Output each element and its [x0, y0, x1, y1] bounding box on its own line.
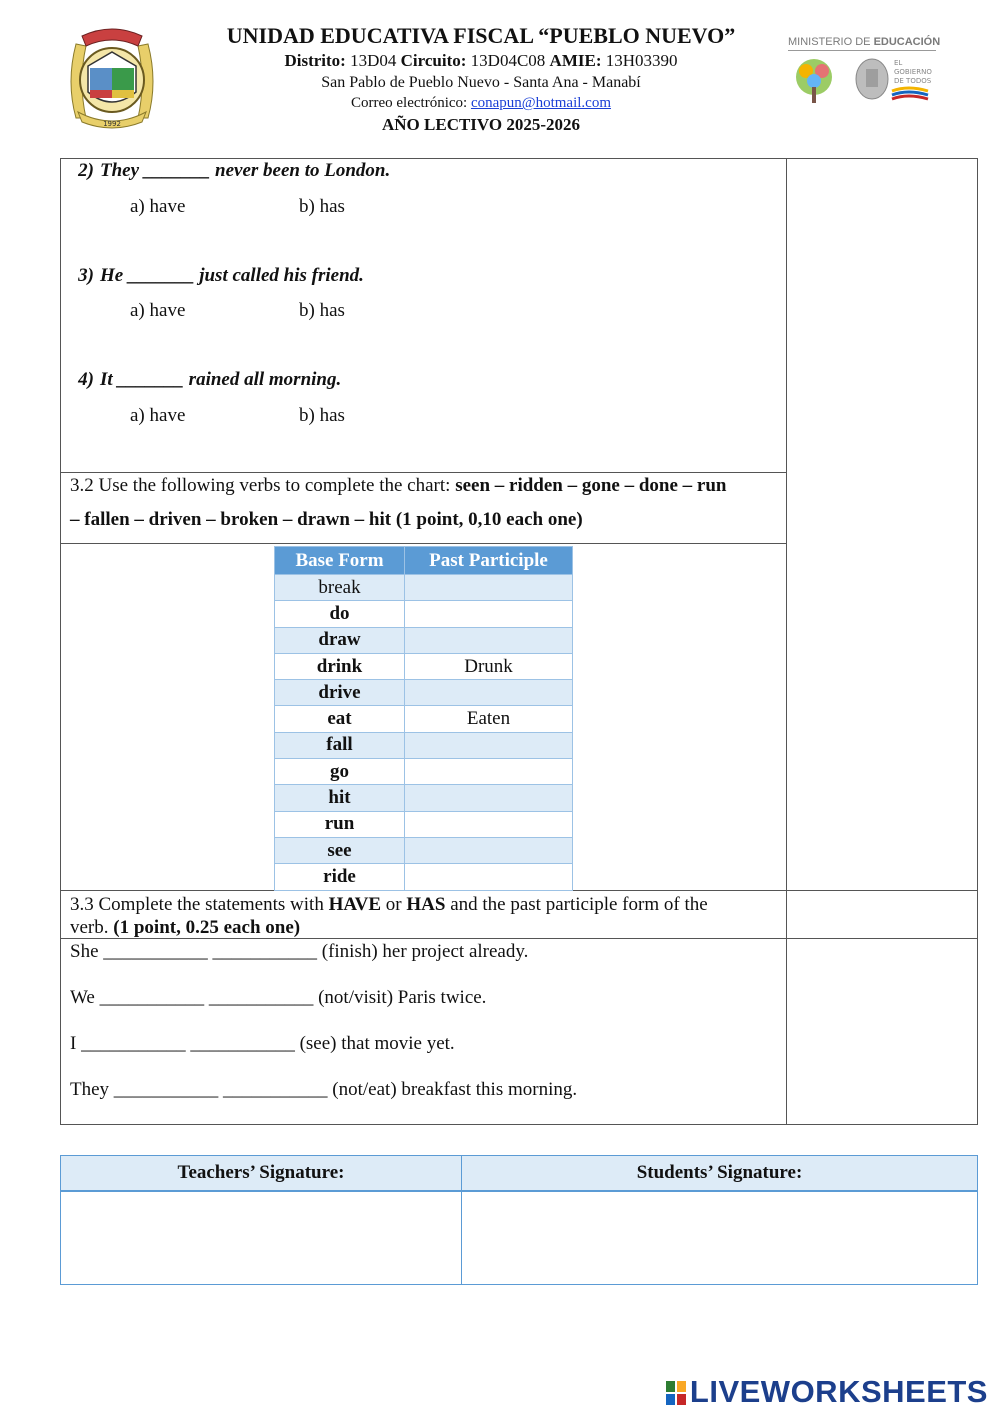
statement-line[interactable]: We ___________ ___________ (not/visit) Paris twice. [70, 987, 487, 1008]
liveworksheets-icon [666, 1381, 686, 1405]
base-form-cell: draw [275, 627, 405, 653]
base-form-cell: drink [275, 653, 405, 679]
past-participle-cell[interactable] [405, 864, 573, 890]
email-link[interactable]: conapun@hotmail.com [470, 95, 611, 111]
past-participle-cell[interactable] [405, 575, 573, 601]
past-participle-cell[interactable] [405, 811, 573, 837]
teacher-signature-box[interactable] [62, 1192, 460, 1282]
verb-row [275, 601, 573, 627]
verb-row [275, 627, 573, 653]
base-form-cell: eat [275, 706, 405, 732]
statement-line[interactable]: She ___________ ___________ (finish) her project already. [70, 941, 529, 962]
school-location: San Pablo de Pueblo Nuevo - Santa Ana - Manabí [321, 74, 641, 91]
teacher-signature-label: Teachers’ Signature: [177, 1162, 345, 1183]
verb-row [275, 575, 573, 601]
option-a[interactable]: a) have [130, 300, 186, 321]
school-name: UNIDAD EDUCATIVA FISCAL “PUEBLO NUEVO” [226, 23, 736, 48]
base-form-cell: see [275, 837, 405, 863]
statement-line[interactable]: They ___________ ___________ (not/eat) breakfast this morning. [70, 1079, 578, 1100]
past-participle-cell[interactable] [405, 837, 573, 863]
column-header: Base Form [275, 547, 405, 575]
student-signature-box[interactable] [463, 1192, 976, 1282]
svg-text:GOBIERNO: GOBIERNO [894, 68, 932, 76]
past-participle-cell[interactable] [405, 627, 573, 653]
svg-text:DE TODOS: DE TODOS [894, 77, 932, 85]
ministry-emblems-icon [788, 51, 936, 117]
base-form-cell: run [275, 811, 405, 837]
past-participle-cell[interactable]: Eaten [405, 706, 573, 732]
past-participle-cell[interactable] [405, 785, 573, 811]
section-3-2-instructions: 3.2 Use the following verbs to complete the chart: seen – ridden – gone – done – run – fallen – driven – broken – drawn – hit (1 point, 0,10 each one) [70, 475, 727, 530]
statement-line[interactable]: I ___________ ___________ (see) that movie yet. [70, 1033, 455, 1054]
row-divider [60, 543, 787, 544]
base-form-cell: drive [275, 680, 405, 706]
school-email-line: Correo electrónico: conapun@hotmail.com [351, 95, 611, 111]
option-b[interactable]: b) has [299, 405, 345, 426]
column-header: Past Participle [405, 547, 573, 575]
school-crest-logo [62, 22, 162, 132]
verb-row [275, 680, 573, 706]
verb-row [275, 653, 573, 679]
verb-chart-table [274, 546, 573, 891]
school-codes: Distrito: 13D04 Circuito: 13D04C08 AMIE: 13H03390 [284, 51, 678, 70]
base-form-cell: ride [275, 864, 405, 890]
ministry-logo: MINISTERIO DE EDUCACIÓN EL GOBIERNO DE TODOS [788, 36, 936, 122]
verb-row [275, 706, 573, 732]
option-a[interactable]: a) have [130, 405, 186, 426]
option-b[interactable]: b) has [299, 196, 345, 217]
option-b[interactable]: b) has [299, 300, 345, 321]
svg-text:1992: 1992 [103, 120, 121, 128]
base-form-cell: fall [275, 732, 405, 758]
question-2: 2) They _______ never been to London. [78, 160, 391, 181]
base-form-cell: do [275, 601, 405, 627]
verb-row [275, 785, 573, 811]
verb-row [275, 811, 573, 837]
verb-row [275, 732, 573, 758]
base-form-cell: hit [275, 785, 405, 811]
svg-text:EL: EL [894, 59, 903, 67]
base-form-cell: go [275, 759, 405, 785]
verb-row [275, 759, 573, 785]
past-participle-cell[interactable] [405, 759, 573, 785]
score-column-divider [786, 158, 787, 1125]
question-4: 4) It _______ rained all morning. [78, 369, 342, 390]
question-3: 3) He _______ just called his friend. [78, 265, 364, 286]
past-participle-cell[interactable]: Drunk [405, 653, 573, 679]
option-a[interactable]: a) have [130, 196, 186, 217]
past-participle-cell[interactable] [405, 601, 573, 627]
student-signature-label: Students’ Signature: [636, 1162, 803, 1183]
section-3-3-instructions: 3.3 Complete the statements with HAVE or HAS and the past participle form of the verb. (1 point, 0.25 each one) [70, 894, 708, 938]
school-header [170, 22, 792, 135]
verb-row [275, 837, 573, 863]
base-form-cell: break [275, 575, 405, 601]
school-year: AÑO LECTIVO 2025-2026 [381, 115, 580, 134]
past-participle-cell[interactable] [405, 680, 573, 706]
verb-row [275, 864, 573, 890]
liveworksheets-logo: LIVEWORKSHEETS [666, 1374, 988, 1410]
past-participle-cell[interactable] [405, 732, 573, 758]
